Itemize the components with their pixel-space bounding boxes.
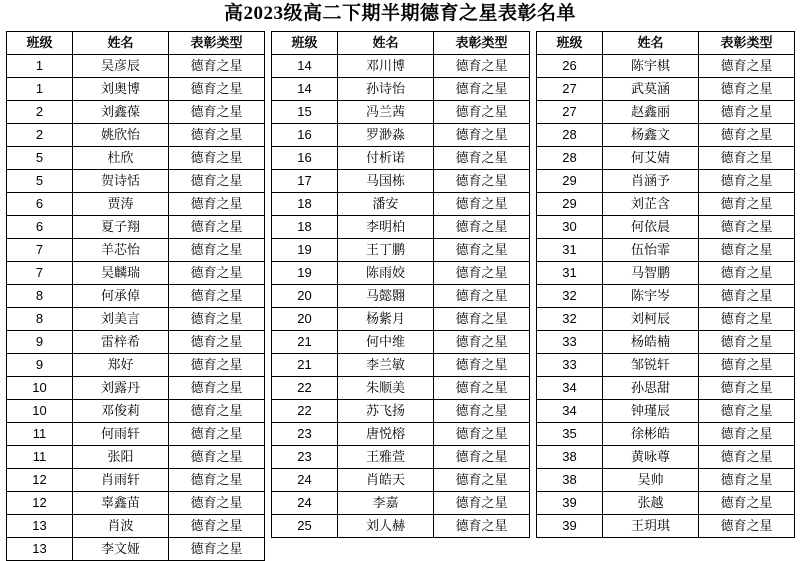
cell-type: 德育之星 bbox=[169, 54, 265, 77]
table-row bbox=[272, 100, 530, 123]
cell-type: 德育之星 bbox=[699, 146, 795, 169]
cell-name: 姚欣怡 bbox=[73, 123, 169, 146]
cell-class: 5 bbox=[7, 146, 73, 169]
table-row bbox=[272, 77, 530, 100]
cell-name: 贺诗恬 bbox=[73, 169, 169, 192]
cell-class: 9 bbox=[7, 330, 73, 353]
cell-name: 伍怡霏 bbox=[603, 238, 699, 261]
table-row bbox=[7, 123, 265, 146]
cell-type: 德育之星 bbox=[169, 491, 265, 514]
cell-type: 德育之星 bbox=[699, 77, 795, 100]
cell-type: 德育之星 bbox=[699, 284, 795, 307]
cell-type: 德育之星 bbox=[434, 284, 530, 307]
cell-name: 辜鑫苗 bbox=[73, 491, 169, 514]
cell-name: 肖皓天 bbox=[338, 468, 434, 491]
cell-type: 德育之星 bbox=[699, 238, 795, 261]
cell-type: 德育之星 bbox=[434, 399, 530, 422]
cell-class: 12 bbox=[7, 491, 73, 514]
cell-type: 德育之星 bbox=[434, 514, 530, 537]
cell-name: 郑好 bbox=[73, 353, 169, 376]
cell-name: 何雨轩 bbox=[73, 422, 169, 445]
cell-type: 德育之星 bbox=[699, 330, 795, 353]
cell-name: 刘美言 bbox=[73, 307, 169, 330]
table-row bbox=[537, 146, 795, 169]
cell-name: 羊芯怡 bbox=[73, 238, 169, 261]
cell-type: 德育之星 bbox=[699, 169, 795, 192]
cell-class: 30 bbox=[537, 215, 603, 238]
cell-name: 陈宇岑 bbox=[603, 284, 699, 307]
cell-class: 8 bbox=[7, 284, 73, 307]
table-row bbox=[272, 514, 530, 537]
cell-class: 14 bbox=[272, 77, 338, 100]
cell-name: 李文娅 bbox=[73, 537, 169, 560]
cell-class: 10 bbox=[7, 376, 73, 399]
cell-type: 德育之星 bbox=[169, 330, 265, 353]
cell-name: 刘露丹 bbox=[73, 376, 169, 399]
cell-name: 刘鑫葆 bbox=[73, 100, 169, 123]
cell-type: 德育之星 bbox=[169, 514, 265, 537]
column-header-type: 表彰类型 bbox=[434, 31, 530, 54]
cell-type: 德育之星 bbox=[434, 330, 530, 353]
cell-name: 张阳 bbox=[73, 445, 169, 468]
table-row bbox=[537, 261, 795, 284]
cell-type: 德育之星 bbox=[169, 192, 265, 215]
table-row bbox=[537, 100, 795, 123]
table-row bbox=[7, 238, 265, 261]
cell-name: 邹锐轩 bbox=[603, 353, 699, 376]
column-header-class: 班级 bbox=[7, 31, 73, 54]
cell-class: 20 bbox=[272, 284, 338, 307]
cell-type: 德育之星 bbox=[699, 215, 795, 238]
table-row bbox=[537, 376, 795, 399]
cell-name: 苏飞扬 bbox=[338, 399, 434, 422]
cell-name: 冯兰茜 bbox=[338, 100, 434, 123]
cell-type: 德育之星 bbox=[434, 468, 530, 491]
column-header-class: 班级 bbox=[537, 31, 603, 54]
table-row bbox=[272, 146, 530, 169]
cell-name: 夏子翔 bbox=[73, 215, 169, 238]
cell-type: 德育之星 bbox=[169, 100, 265, 123]
cell-name: 李明柏 bbox=[338, 215, 434, 238]
cell-class: 10 bbox=[7, 399, 73, 422]
cell-type: 德育之星 bbox=[434, 215, 530, 238]
cell-class: 23 bbox=[272, 422, 338, 445]
cell-class: 14 bbox=[272, 54, 338, 77]
cell-name: 王雅萱 bbox=[338, 445, 434, 468]
cell-name: 陈雨姣 bbox=[338, 261, 434, 284]
table-row bbox=[7, 491, 265, 514]
table-body-column-3 bbox=[537, 54, 795, 537]
cell-type: 德育之星 bbox=[699, 54, 795, 77]
cell-type: 德育之星 bbox=[169, 169, 265, 192]
table-row bbox=[7, 537, 265, 560]
cell-type: 德育之星 bbox=[169, 307, 265, 330]
table-row bbox=[537, 353, 795, 376]
table-row bbox=[537, 514, 795, 537]
cell-type: 德育之星 bbox=[699, 192, 795, 215]
table-row bbox=[7, 468, 265, 491]
table-row bbox=[537, 399, 795, 422]
cell-type: 德育之星 bbox=[169, 238, 265, 261]
table-row bbox=[537, 77, 795, 100]
column-header-type: 表彰类型 bbox=[169, 31, 265, 54]
cell-type: 德育之星 bbox=[169, 77, 265, 100]
cell-name: 杨鑫文 bbox=[603, 123, 699, 146]
cell-class: 28 bbox=[537, 146, 603, 169]
table-row bbox=[272, 54, 530, 77]
cell-type: 德育之星 bbox=[699, 399, 795, 422]
cell-class: 25 bbox=[272, 514, 338, 537]
table-row bbox=[537, 468, 795, 491]
table-header-row bbox=[272, 31, 530, 54]
page-title: 高2023级高二下期半期德育之星表彰名单 bbox=[223, 3, 576, 24]
cell-name: 王丁鹏 bbox=[338, 238, 434, 261]
table-row bbox=[7, 307, 265, 330]
cell-class: 26 bbox=[537, 54, 603, 77]
cell-type: 德育之星 bbox=[169, 468, 265, 491]
award-table-column-1 bbox=[6, 31, 265, 561]
table-row bbox=[7, 146, 265, 169]
cell-class: 18 bbox=[272, 192, 338, 215]
cell-class: 19 bbox=[272, 238, 338, 261]
cell-type: 德育之星 bbox=[169, 353, 265, 376]
cell-class: 29 bbox=[537, 192, 603, 215]
table-row bbox=[272, 284, 530, 307]
cell-class: 5 bbox=[7, 169, 73, 192]
table-row bbox=[7, 330, 265, 353]
cell-class: 17 bbox=[272, 169, 338, 192]
table-row bbox=[537, 284, 795, 307]
cell-class: 8 bbox=[7, 307, 73, 330]
table-row bbox=[7, 169, 265, 192]
cell-type: 德育之星 bbox=[434, 445, 530, 468]
cell-type: 德育之星 bbox=[434, 238, 530, 261]
cell-class: 19 bbox=[272, 261, 338, 284]
cell-class: 24 bbox=[272, 491, 338, 514]
cell-type: 德育之星 bbox=[699, 353, 795, 376]
cell-name: 吴麟瑞 bbox=[73, 261, 169, 284]
cell-type: 德育之星 bbox=[434, 192, 530, 215]
cell-type: 德育之星 bbox=[699, 100, 795, 123]
cell-class: 28 bbox=[537, 123, 603, 146]
cell-type: 德育之星 bbox=[169, 284, 265, 307]
table-row bbox=[7, 54, 265, 77]
table-row bbox=[272, 307, 530, 330]
cell-name: 徐彬皓 bbox=[603, 422, 699, 445]
cell-name: 肖波 bbox=[73, 514, 169, 537]
table-row bbox=[537, 330, 795, 353]
cell-class: 27 bbox=[537, 100, 603, 123]
table-row bbox=[272, 468, 530, 491]
cell-name: 武莫涵 bbox=[603, 77, 699, 100]
cell-name: 刘芷含 bbox=[603, 192, 699, 215]
table-row bbox=[537, 445, 795, 468]
cell-type: 德育之星 bbox=[169, 399, 265, 422]
table-row bbox=[537, 192, 795, 215]
cell-class: 38 bbox=[537, 468, 603, 491]
cell-type: 德育之星 bbox=[699, 261, 795, 284]
table-row bbox=[272, 422, 530, 445]
table-row bbox=[272, 238, 530, 261]
cell-class: 34 bbox=[537, 399, 603, 422]
cell-type: 德育之星 bbox=[699, 422, 795, 445]
cell-type: 德育之星 bbox=[434, 77, 530, 100]
table-row bbox=[272, 192, 530, 215]
cell-name: 潘安 bbox=[338, 192, 434, 215]
cell-type: 德育之星 bbox=[434, 54, 530, 77]
cell-name: 杜欣 bbox=[73, 146, 169, 169]
cell-class: 33 bbox=[537, 330, 603, 353]
cell-name: 马智鹏 bbox=[603, 261, 699, 284]
cell-class: 31 bbox=[537, 238, 603, 261]
column-header-type: 表彰类型 bbox=[699, 31, 795, 54]
cell-class: 34 bbox=[537, 376, 603, 399]
cell-type: 德育之星 bbox=[699, 491, 795, 514]
award-table-column-3 bbox=[536, 31, 795, 538]
cell-class: 29 bbox=[537, 169, 603, 192]
cell-class: 11 bbox=[7, 422, 73, 445]
table-row bbox=[272, 169, 530, 192]
table-row bbox=[537, 169, 795, 192]
cell-type: 德育之星 bbox=[169, 146, 265, 169]
table-row bbox=[7, 284, 265, 307]
cell-name: 黄咏尊 bbox=[603, 445, 699, 468]
table-row bbox=[537, 422, 795, 445]
cell-name: 陈宇棋 bbox=[603, 54, 699, 77]
table-row bbox=[7, 261, 265, 284]
cell-name: 赵鑫丽 bbox=[603, 100, 699, 123]
table-header-row bbox=[537, 31, 795, 54]
cell-type: 德育之星 bbox=[169, 215, 265, 238]
table-row bbox=[7, 422, 265, 445]
column-header-name: 姓名 bbox=[338, 31, 434, 54]
cell-type: 德育之星 bbox=[699, 123, 795, 146]
cell-type: 德育之星 bbox=[434, 353, 530, 376]
cell-name: 杨紫月 bbox=[338, 307, 434, 330]
table-row bbox=[537, 238, 795, 261]
table-row bbox=[7, 514, 265, 537]
cell-name: 何艾婧 bbox=[603, 146, 699, 169]
cell-type: 德育之星 bbox=[434, 169, 530, 192]
cell-name: 张越 bbox=[603, 491, 699, 514]
cell-name: 刘奥博 bbox=[73, 77, 169, 100]
column-header-name: 姓名 bbox=[603, 31, 699, 54]
cell-name: 李兰敏 bbox=[338, 353, 434, 376]
cell-type: 德育之星 bbox=[434, 261, 530, 284]
cell-name: 何依晨 bbox=[603, 215, 699, 238]
table-row bbox=[7, 353, 265, 376]
table-row bbox=[272, 215, 530, 238]
cell-name: 罗渺淼 bbox=[338, 123, 434, 146]
table-row bbox=[272, 376, 530, 399]
cell-class: 39 bbox=[537, 514, 603, 537]
table-row bbox=[272, 399, 530, 422]
cell-class: 13 bbox=[7, 537, 73, 560]
cell-class: 24 bbox=[272, 468, 338, 491]
cell-name: 何承倬 bbox=[73, 284, 169, 307]
table-row bbox=[537, 54, 795, 77]
cell-name: 李嘉 bbox=[338, 491, 434, 514]
cell-class: 2 bbox=[7, 123, 73, 146]
cell-name: 刘柯辰 bbox=[603, 307, 699, 330]
table-row bbox=[537, 123, 795, 146]
cell-type: 德育之星 bbox=[169, 537, 265, 560]
cell-class: 12 bbox=[7, 468, 73, 491]
table-row bbox=[7, 399, 265, 422]
cell-name: 邓俊莉 bbox=[73, 399, 169, 422]
table-row bbox=[272, 123, 530, 146]
cell-class: 23 bbox=[272, 445, 338, 468]
cell-class: 27 bbox=[537, 77, 603, 100]
cell-class: 11 bbox=[7, 445, 73, 468]
cell-class: 21 bbox=[272, 353, 338, 376]
cell-type: 德育之星 bbox=[434, 491, 530, 514]
table-body-column-1 bbox=[7, 54, 265, 560]
cell-name: 邓川博 bbox=[338, 54, 434, 77]
cell-name: 吴彦辰 bbox=[73, 54, 169, 77]
cell-name: 肖涵予 bbox=[603, 169, 699, 192]
cell-name: 付析诺 bbox=[338, 146, 434, 169]
cell-class: 38 bbox=[537, 445, 603, 468]
award-tables-container bbox=[6, 31, 794, 561]
cell-name: 雷梓希 bbox=[73, 330, 169, 353]
cell-name: 刘人赫 bbox=[338, 514, 434, 537]
cell-name: 贾涛 bbox=[73, 192, 169, 215]
cell-class: 1 bbox=[7, 54, 73, 77]
cell-class: 7 bbox=[7, 238, 73, 261]
cell-type: 德育之星 bbox=[434, 123, 530, 146]
cell-class: 35 bbox=[537, 422, 603, 445]
cell-class: 6 bbox=[7, 215, 73, 238]
cell-class: 15 bbox=[272, 100, 338, 123]
table-row bbox=[537, 307, 795, 330]
cell-type: 德育之星 bbox=[699, 514, 795, 537]
cell-class: 9 bbox=[7, 353, 73, 376]
cell-class: 13 bbox=[7, 514, 73, 537]
cell-name: 马懿翾 bbox=[338, 284, 434, 307]
cell-type: 德育之星 bbox=[699, 468, 795, 491]
table-body-column-2 bbox=[272, 54, 530, 537]
table-row bbox=[7, 192, 265, 215]
cell-class: 16 bbox=[272, 123, 338, 146]
cell-type: 德育之星 bbox=[434, 146, 530, 169]
cell-type: 德育之星 bbox=[699, 307, 795, 330]
cell-name: 何中维 bbox=[338, 330, 434, 353]
cell-name: 孙诗怡 bbox=[338, 77, 434, 100]
cell-type: 德育之星 bbox=[434, 376, 530, 399]
cell-name: 王玥琪 bbox=[603, 514, 699, 537]
cell-class: 21 bbox=[272, 330, 338, 353]
cell-class: 33 bbox=[537, 353, 603, 376]
cell-class: 7 bbox=[7, 261, 73, 284]
table-row bbox=[537, 215, 795, 238]
cell-class: 22 bbox=[272, 376, 338, 399]
table-row bbox=[272, 330, 530, 353]
cell-class: 2 bbox=[7, 100, 73, 123]
cell-class: 22 bbox=[272, 399, 338, 422]
cell-type: 德育之星 bbox=[169, 123, 265, 146]
cell-type: 德育之星 bbox=[434, 422, 530, 445]
cell-type: 德育之星 bbox=[169, 445, 265, 468]
cell-name: 朱顺美 bbox=[338, 376, 434, 399]
table-row bbox=[272, 491, 530, 514]
column-header-class: 班级 bbox=[272, 31, 338, 54]
cell-class: 6 bbox=[7, 192, 73, 215]
table-row bbox=[7, 445, 265, 468]
cell-class: 18 bbox=[272, 215, 338, 238]
cell-class: 32 bbox=[537, 284, 603, 307]
table-row bbox=[272, 261, 530, 284]
cell-type: 德育之星 bbox=[169, 422, 265, 445]
column-header-name: 姓名 bbox=[73, 31, 169, 54]
cell-name: 肖雨轩 bbox=[73, 468, 169, 491]
cell-name: 钟瑾辰 bbox=[603, 399, 699, 422]
table-row bbox=[7, 100, 265, 123]
cell-class: 32 bbox=[537, 307, 603, 330]
table-row bbox=[7, 77, 265, 100]
cell-class: 16 bbox=[272, 146, 338, 169]
table-row bbox=[7, 215, 265, 238]
cell-type: 德育之星 bbox=[434, 307, 530, 330]
table-row bbox=[7, 376, 265, 399]
cell-class: 31 bbox=[537, 261, 603, 284]
cell-type: 德育之星 bbox=[699, 376, 795, 399]
cell-type: 德育之星 bbox=[169, 261, 265, 284]
table-row bbox=[537, 491, 795, 514]
cell-name: 马国栋 bbox=[338, 169, 434, 192]
table-row bbox=[272, 353, 530, 376]
cell-name: 杨皓楠 bbox=[603, 330, 699, 353]
award-table-column-2 bbox=[271, 31, 530, 538]
table-header-row bbox=[7, 31, 265, 54]
cell-class: 1 bbox=[7, 77, 73, 100]
table-row bbox=[272, 445, 530, 468]
cell-class: 20 bbox=[272, 307, 338, 330]
cell-name: 唐悦榕 bbox=[338, 422, 434, 445]
cell-class: 39 bbox=[537, 491, 603, 514]
cell-type: 德育之星 bbox=[169, 376, 265, 399]
cell-type: 德育之星 bbox=[699, 445, 795, 468]
cell-name: 吴帅 bbox=[603, 468, 699, 491]
cell-type: 德育之星 bbox=[434, 100, 530, 123]
cell-name: 孙思甜 bbox=[603, 376, 699, 399]
